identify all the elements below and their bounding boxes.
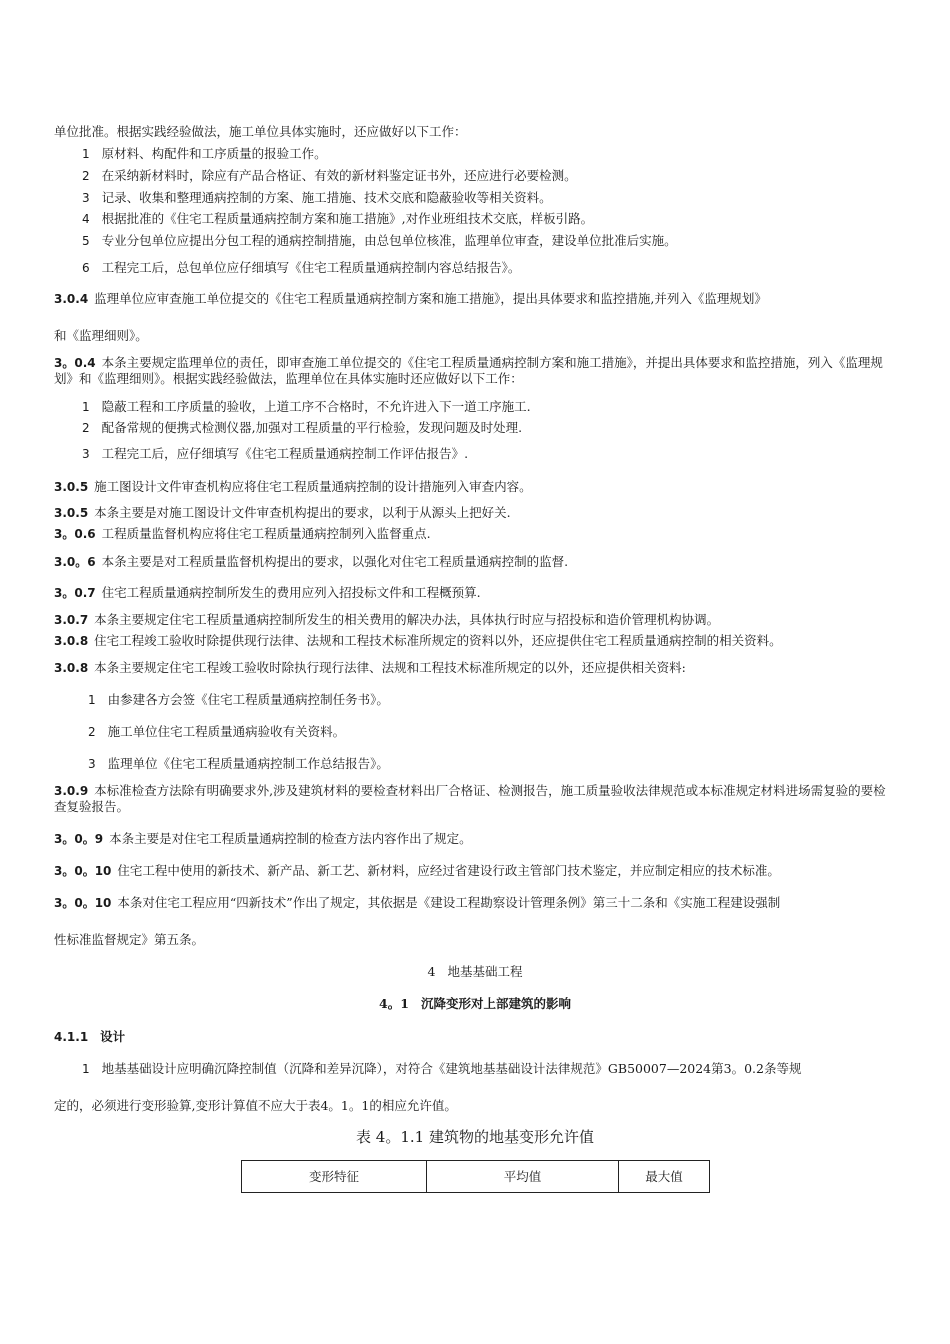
section-title: 沉降变形对上部建筑的影响 xyxy=(420,996,571,1011)
header-cell: 最大值 xyxy=(619,1161,710,1193)
clause-number: 3。0.4 xyxy=(54,356,96,370)
item-text: 记录、收集和整理通病控制的方案、施工措施、技术交底和隐蔽验收等相关资料。 xyxy=(101,190,552,205)
clause-text: 本条主要是对住宅工程质量通病控制的检查方法内容作出了规定。 xyxy=(109,831,472,846)
clause xyxy=(54,783,896,815)
clause xyxy=(54,612,896,628)
item-number: 3 xyxy=(88,757,96,771)
clause-number: 3.0.5 xyxy=(54,506,89,520)
clause-number: 3。0。10 xyxy=(54,864,112,878)
clause-text: 监理单位应审查施工单位提交的《住宅工程质量通病控制方案和施工措施》，提出具体要求和监控措施,并列入《监理规划》 xyxy=(94,291,767,306)
clause xyxy=(54,660,896,676)
subsection-title: 设计 xyxy=(100,1029,126,1044)
clause-text: 本标准检查方法除有明确要求外,涉及建筑材料的要检查材料出厂合格证、检测报告，施工质量验收法律规范或本标准规定材料进场需复验的要检查复验报告。 xyxy=(54,783,886,814)
list-item xyxy=(82,420,896,436)
item-text: 原材料、构配件和工序质量的报验工作。 xyxy=(101,146,327,161)
item-number: 4 xyxy=(82,212,90,226)
table-header-row xyxy=(242,1161,710,1193)
paragraph-line: 和《监理细则》。 xyxy=(54,328,148,343)
clause-text: 本条主要是对工程质量监督机构提出的要求，以强化对住宅工程质量通病控制的监督. xyxy=(101,554,569,569)
clause-text: 施工图设计文件审查机构应将住宅工程质量通病控制的设计措施列入审查内容。 xyxy=(94,479,532,494)
clause-text: 本条对住宅工程应用“四新技术”作出了规定，其依据是《建设工程勘察设计管理条例》第三十二条和《实施工程建设强制 xyxy=(117,895,781,910)
clause-text: 本条主要规定住宅工程竣工验收时除执行现行法律、法规和工程技术标准所规定的以外，还应提供相关资料: xyxy=(94,660,686,675)
clause-number: 3。0。9 xyxy=(54,832,104,846)
clause xyxy=(54,505,896,521)
clause-text: 住宅工程竣工验收时除提供现行法律、法规和工程技术标准所规定的资料以外，还应提供住宅工程质量通病控制的相关资料。 xyxy=(94,633,782,648)
list-item xyxy=(88,724,896,740)
clause-text: 住宅工程质量通病控制所发生的费用应列入招投标文件和工程概预算. xyxy=(101,585,481,600)
clause xyxy=(54,863,896,879)
paragraph-line: 性标准监督规定》第五条。 xyxy=(54,932,205,947)
item-number: 1 xyxy=(82,1062,90,1076)
clause xyxy=(54,895,896,911)
item-number: 2 xyxy=(82,169,90,183)
clause xyxy=(54,291,896,307)
header-cell: 变形特征 xyxy=(242,1161,427,1193)
item-number: 3 xyxy=(82,191,90,205)
item-number: 3 xyxy=(82,447,90,461)
clause-text: 住宅工程中使用的新技术、新产品、新工艺、新材料，应经过省建设行政主管部门技术鉴定，并应制定相应的技术标准。 xyxy=(117,863,780,878)
clause-number: 3.0.9 xyxy=(54,784,89,798)
paragraph-line: 单位批准。根据实践经验做法，施工单位具体实施时，还应做好以下工作： xyxy=(54,124,467,139)
table-title: 表 4。1.1 建筑物的地基变形允许值 xyxy=(356,1128,594,1146)
item-number: 1 xyxy=(82,147,90,161)
item-text: 监理单位《住宅工程质量通病控制工作总结报告》。 xyxy=(107,756,389,771)
item-text: 工程完工后，应仔细填写《住宅工程质量通病控制工作评估报告》. xyxy=(101,446,469,461)
list-item xyxy=(88,756,896,772)
clause-number: 3.0.4 xyxy=(54,292,89,306)
list-item xyxy=(82,260,896,276)
list-item xyxy=(82,1061,896,1077)
paragraph-line: 定的，必须进行变形验算,变形计算值不应大于表4。1。1的相应允许值。 xyxy=(54,1098,457,1113)
item-number: 1 xyxy=(82,400,90,414)
item-text: 地基基础设计应明确沉降控制值（沉降和差异沉降），对符合《建筑地基基础设计法律规范》GB50007—2024第3。0.2条等规 xyxy=(101,1061,802,1076)
clause xyxy=(54,355,896,387)
clause-number: 3.0。6 xyxy=(54,555,96,569)
item-number: 2 xyxy=(88,725,96,739)
chapter-heading xyxy=(0,964,950,980)
list-item xyxy=(82,399,896,415)
subsection-number: 4.1.1 xyxy=(54,1030,89,1044)
list-item xyxy=(82,446,896,462)
clause-number: 3。0.6 xyxy=(54,527,96,541)
item-number: 6 xyxy=(82,261,90,275)
clause-number: 3。0。10 xyxy=(54,896,112,910)
section-heading xyxy=(0,996,950,1012)
clause-number: 3.0.7 xyxy=(54,613,89,627)
item-text: 隐蔽工程和工序质量的验收，上道工序不合格时，不允许进入下一道工序施工. xyxy=(101,399,531,414)
clause-number: 3.0.8 xyxy=(54,634,89,648)
clause xyxy=(54,554,896,570)
clause xyxy=(54,585,896,601)
list-item xyxy=(82,211,896,227)
item-number: 5 xyxy=(82,234,90,248)
clause-text: 工程质量监督机构应将住宅工程质量通病控制列入监督重点. xyxy=(101,526,431,541)
deformation-table xyxy=(241,1160,710,1193)
item-text: 专业分包单位应提出分包工程的通病控制措施，由总包单位核准，监理单位审查，建设单位批准后实施。 xyxy=(101,233,677,248)
clause xyxy=(54,633,896,649)
list-item xyxy=(88,692,896,708)
item-text: 施工单位住宅工程质量通病验收有关资料。 xyxy=(107,724,346,739)
header-cell: 平均值 xyxy=(427,1161,619,1193)
clause-number: 3.0.5 xyxy=(54,480,89,494)
item-text: 在采纳新材料时，除应有产品合格证、有效的新材料鉴定证书外，还应进行必要检测。 xyxy=(101,168,577,183)
item-text: 由参建各方会签《住宅工程质量通病控制任务书》。 xyxy=(107,692,389,707)
item-text: 工程完工后，总包单位应仔细填写《住宅工程质量通病控制内容总结报告》。 xyxy=(101,260,521,275)
clause xyxy=(54,526,896,542)
clause-text: 本条主要规定住宅工程质量通病控制所发生的相关费用的解决办法，具体执行时应与招投标和造价管理机构协调。 xyxy=(94,612,720,627)
list-item xyxy=(82,168,896,184)
chapter-number: 4 xyxy=(427,964,436,979)
clause-number: 3.0.8 xyxy=(54,661,89,675)
item-text: 配备常规的便携式检测仪器,加强对工程质量的平行检验，发现问题及时处理. xyxy=(101,420,523,435)
item-text: 根据批准的《住宅工程质量通病控制方案和施工措施》,对作业班组技术交底，样板引路。 xyxy=(101,211,594,226)
chapter-title: 地基基础工程 xyxy=(447,964,523,979)
item-number: 2 xyxy=(82,421,90,435)
clause xyxy=(54,479,896,495)
item-number: 1 xyxy=(88,693,96,707)
clause-text: 本条主要是对施工图设计文件审查机构提出的要求，以利于从源头上把好关. xyxy=(94,505,511,520)
clause xyxy=(54,831,896,847)
list-item xyxy=(82,190,896,206)
section-number: 4。1 xyxy=(379,996,409,1011)
list-item xyxy=(82,233,896,249)
subsection-heading xyxy=(54,1029,896,1045)
clause-text: 本条主要规定监理单位的责任，即审查施工单位提交的《住宅工程质量通病控制方案和施工措施》，并提出具体要求和监控措施，列入《监理规划》和《监理细则》。根据实践经验做法，监理单位在具体实施时还应做好以下工作： xyxy=(54,355,883,386)
clause-number: 3。0.7 xyxy=(54,586,96,600)
list-item xyxy=(82,146,896,162)
